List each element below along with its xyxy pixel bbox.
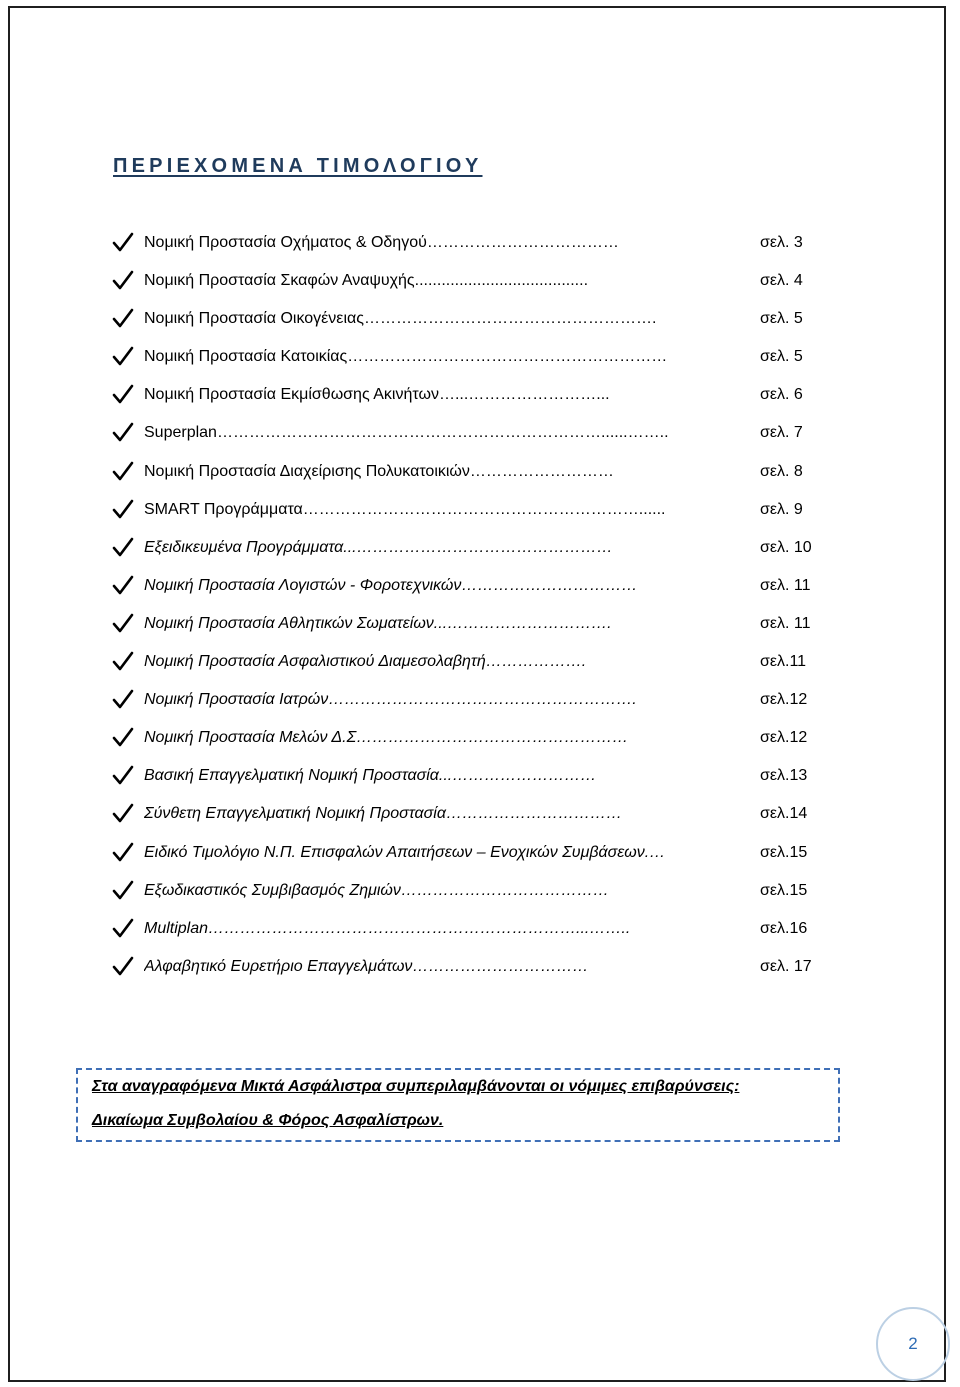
toc-entry-page: σελ. 3 [760, 234, 803, 251]
toc-entry-title: Σύνθετη Επαγγελματική Νομική Προστασία…………………………… [144, 805, 622, 823]
checkmark-icon [112, 460, 134, 482]
toc-entry-page: σελ. 5 [760, 348, 803, 366]
toc-entry-page: σελ.15 [760, 881, 808, 899]
checkmark-icon [112, 536, 134, 558]
checkmark-icon [112, 726, 134, 748]
toc-row [0, 569, 960, 607]
note-line-2: Δικαίωμα Συμβολαίου & Φόρος Ασφαλίστρων. [92, 1112, 444, 1129]
toc-entry-title: Εξωδικαστικός Συμβιβασμός Ζημιών………………………………… [144, 881, 609, 899]
toc-entry-page: σελ. 5 [760, 310, 803, 328]
toc-entry-page: σελ. 10 [760, 538, 812, 556]
toc-entry-title: Νομική Προστασία Σκαφών Αναψυχής....................................... [144, 272, 589, 290]
toc-entry-title: Νομική Προστασία Οικογένειας………………………………………………. [144, 310, 657, 328]
checkmark-icon [112, 498, 134, 520]
toc-entry-page: σελ. 6 [760, 386, 803, 404]
toc-row [0, 912, 960, 950]
toc-row [0, 340, 960, 378]
toc-row [0, 378, 960, 416]
toc-row [0, 645, 960, 683]
checkmark-icon [112, 269, 134, 291]
checkmark-icon [112, 383, 134, 405]
page-title: ΠΕΡΙΕΧΟΜΕΝΑ ΤΙΜΟΛΟΓΙΟΥ [113, 155, 483, 177]
toc-row [0, 683, 960, 721]
toc-row [0, 836, 960, 874]
checkmark-icon [112, 955, 134, 977]
toc-entry-title: Βασική Επαγγελματική Νομική Προστασία...……………………… [144, 767, 597, 785]
toc-entry-page: σελ. 4 [760, 272, 803, 290]
toc-entry-title: Νομική Προστασία Ιατρών…………………………………………………. [144, 691, 637, 709]
toc-entry-title: Νομική Προστασία Οχήματος & Οδηγού……………………………… [144, 234, 619, 251]
checkmark-icon [112, 650, 134, 672]
toc-row [0, 950, 960, 988]
toc-entry-title: Νομική Προστασία Εκμίσθωσης Ακινήτων…...……………………... [144, 386, 610, 404]
toc-entry-page: σελ.13 [760, 767, 808, 785]
note-line-1: Στα αναγραφόμενα Μικτά Ασφάλιστρα συμπεριλαμβάνονται οι νόμιμες επιβαρύνσεις: [92, 1078, 740, 1095]
page-number-badge [876, 1307, 950, 1381]
checkmark-icon [112, 802, 134, 824]
toc-row [0, 264, 960, 302]
toc-row [0, 874, 960, 912]
toc-entry-page: σελ. 7 [760, 424, 803, 442]
toc-row [0, 531, 960, 569]
checkmark-icon [112, 879, 134, 901]
toc-row [0, 797, 960, 835]
toc-entry-title: Νομική Προστασία Μελών Δ.Σ…………………………………………… [144, 729, 629, 747]
checkmark-icon [112, 231, 134, 253]
checkmark-icon [112, 688, 134, 710]
toc-entry-title: Multiplan……………………………………………………………...…….. [144, 919, 631, 937]
toc-entry-page: σελ.15 [760, 843, 808, 861]
toc-entry-title: Αλφαβητικό Ευρετήριο Επαγγελμάτων…………………………… [144, 957, 589, 975]
checkmark-icon [112, 764, 134, 786]
toc-entry-title: SMART Προγράμματα………………………………………………………...... [144, 500, 666, 518]
toc-row [0, 721, 960, 759]
toc-entry-page: σελ.12 [760, 691, 808, 709]
checkmark-icon [112, 307, 134, 329]
toc-entry-title: Νομική Προστασία Κατοικίας…………………………………………………… [144, 348, 668, 366]
toc-row [0, 759, 960, 797]
checkmark-icon [112, 574, 134, 596]
note-box [76, 1068, 840, 1142]
toc-row [0, 302, 960, 340]
toc-entry-title: Superplan………………………………………………………………......…….. [144, 424, 669, 442]
toc-row [0, 416, 960, 454]
toc-entry-page: σελ. 17 [760, 957, 812, 975]
toc-entry-title: Εξειδικευμένα Προγράμματα...………………………………………… [144, 538, 613, 556]
toc-entry-page: σελ.11 [760, 653, 807, 671]
toc-row [0, 493, 960, 531]
toc-entry-page: σελ.12 [760, 729, 808, 747]
checkmark-icon [112, 421, 134, 443]
toc-entry-page: σελ. 9 [760, 500, 803, 518]
toc-entry-page: σελ. 8 [760, 462, 803, 480]
checkmark-icon [112, 841, 134, 863]
toc-row [0, 607, 960, 645]
checkmark-icon [112, 345, 134, 367]
page-number: 2 [908, 1334, 918, 1353]
toc-entry-title: Νομική Προστασία Λογιστών - Φοροτεχνικών…………………………… [144, 576, 638, 594]
checkmark-icon [112, 917, 134, 939]
toc-entry-page: σελ.14 [760, 805, 808, 823]
toc-row [0, 226, 960, 264]
table-of-contents [0, 226, 960, 988]
toc-entry-title: Νομική Προστασία Ασφαλιστικού Διαμεσολαβητή………………. [144, 653, 587, 671]
toc-entry-title: Ειδικό Τιμολόγιο Ν.Π. Επισφαλών Απαιτήσεων – Ενοχικών Συμβάσεων.… [144, 843, 666, 861]
toc-row [0, 455, 960, 493]
toc-entry-page: σελ. 11 [760, 614, 811, 632]
toc-entry-page: σελ.16 [760, 919, 808, 937]
toc-entry-page: σελ. 11 [760, 576, 811, 594]
toc-entry-title: Νομική Προστασία Διαχείρισης Πολυκατοικιών……………………… [144, 462, 614, 480]
checkmark-icon [112, 612, 134, 634]
toc-entry-title: Νομική Προστασία Αθλητικών Σωματείων...…………………………. [144, 614, 612, 632]
